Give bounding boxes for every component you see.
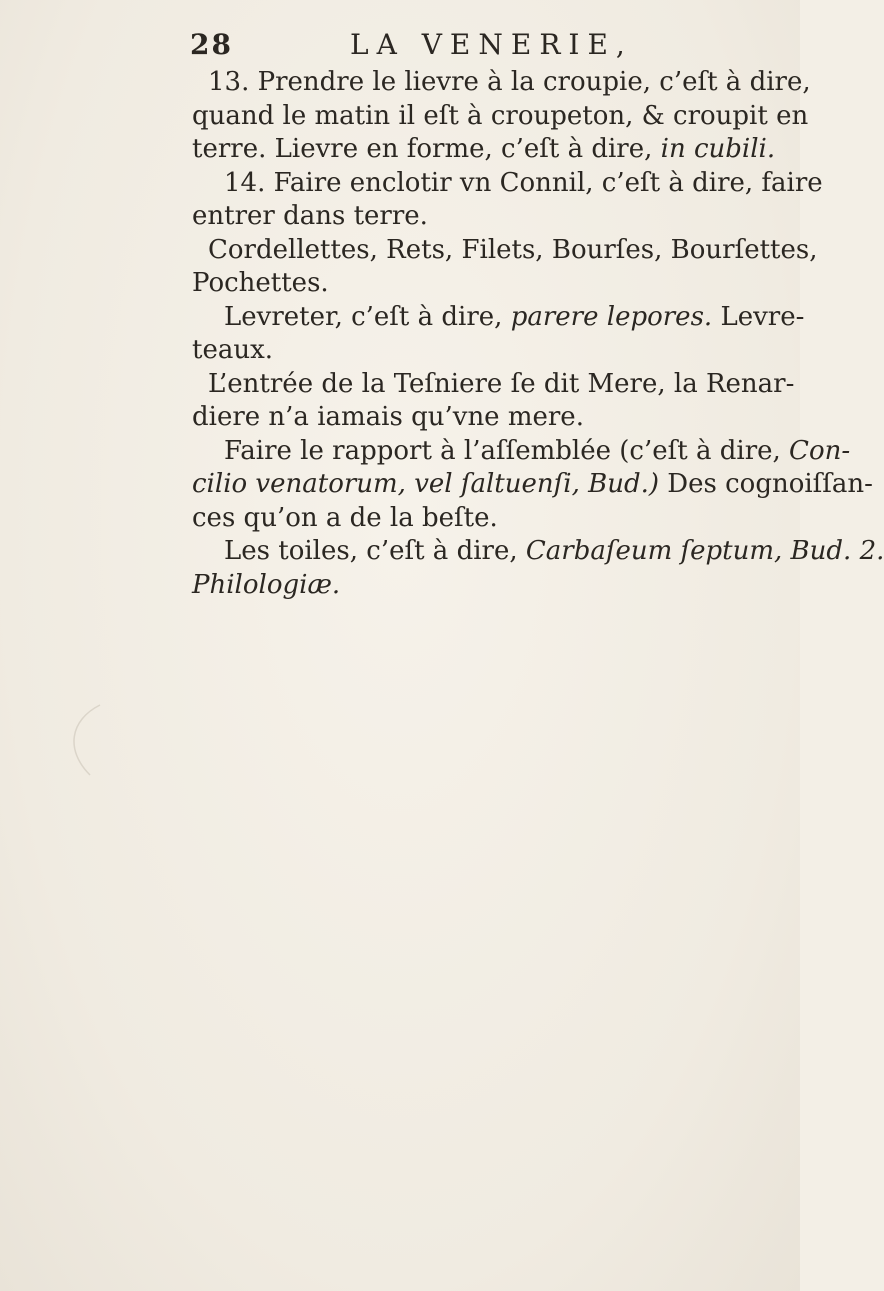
text-italic: Carbaſeum ſeptum, Bud. 2.	[525, 536, 884, 566]
text-line	[192, 401, 780, 435]
text-roman: teaux.	[192, 335, 274, 365]
text-line	[192, 200, 780, 234]
text-line	[192, 468, 873, 502]
text-roman: L’entrée de la Teſniere ſe dit Mere, la Renar-	[208, 368, 795, 399]
text-line	[192, 100, 809, 134]
body-text	[192, 66, 884, 602]
text-line	[192, 334, 780, 368]
text-roman: Les toiles, c’eſt à dire,	[224, 536, 526, 566]
page-number: 28	[190, 28, 233, 61]
text-roman: entrer dans terre.	[192, 201, 428, 231]
text-roman: Pochettes.	[192, 268, 329, 298]
text-line	[192, 535, 884, 569]
text-italic: Philologiæ.	[192, 569, 341, 600]
running-title: LA VENERIE,	[350, 28, 633, 61]
text-line	[192, 66, 811, 100]
text-italic: cilio venatorum, vel ſaltuenſi, Bud.)	[192, 469, 659, 499]
text-line	[192, 301, 805, 335]
text-line	[192, 569, 780, 603]
text-line	[192, 368, 795, 402]
text-roman: terre. Lievre en forme, c’eſt à dire,	[192, 134, 661, 164]
text-italic: Con-	[789, 435, 851, 466]
text-roman: 13. Prendre le lievre à la croupie, c’eſt à dire,	[208, 67, 811, 97]
text-roman: ces qu’on a de la beſte.	[192, 502, 498, 533]
text-italic: parere lepores.	[510, 301, 713, 332]
text-roman: Faire le rapport à l’aſſemblée (c’eſt à dire,	[224, 435, 790, 466]
text-line	[192, 167, 823, 201]
running-header	[190, 24, 770, 64]
text-line	[192, 267, 780, 301]
text-roman: Cordellettes, Rets, Filets, Bourſes, Bourſettes,	[208, 234, 818, 265]
text-line	[192, 502, 780, 536]
text-line	[192, 234, 818, 268]
text-roman-after: Des cognoiſſan-	[659, 469, 873, 499]
text-line	[192, 435, 851, 469]
text-line	[192, 133, 780, 167]
text-italic: in cubili.	[660, 134, 776, 164]
text-roman: Levreter, c’eſt à dire,	[224, 301, 511, 332]
text-roman-after: Levre-	[712, 301, 805, 332]
text-roman: diere n’a iamais qu’vne mere.	[192, 402, 584, 432]
text-roman: 14. Faire enclotir vn Connil, c’eſt à dire, faire	[224, 167, 823, 198]
text-roman: quand le matin il eſt à croupeton, & croupit en	[192, 100, 809, 131]
paper-stain	[60, 700, 120, 780]
